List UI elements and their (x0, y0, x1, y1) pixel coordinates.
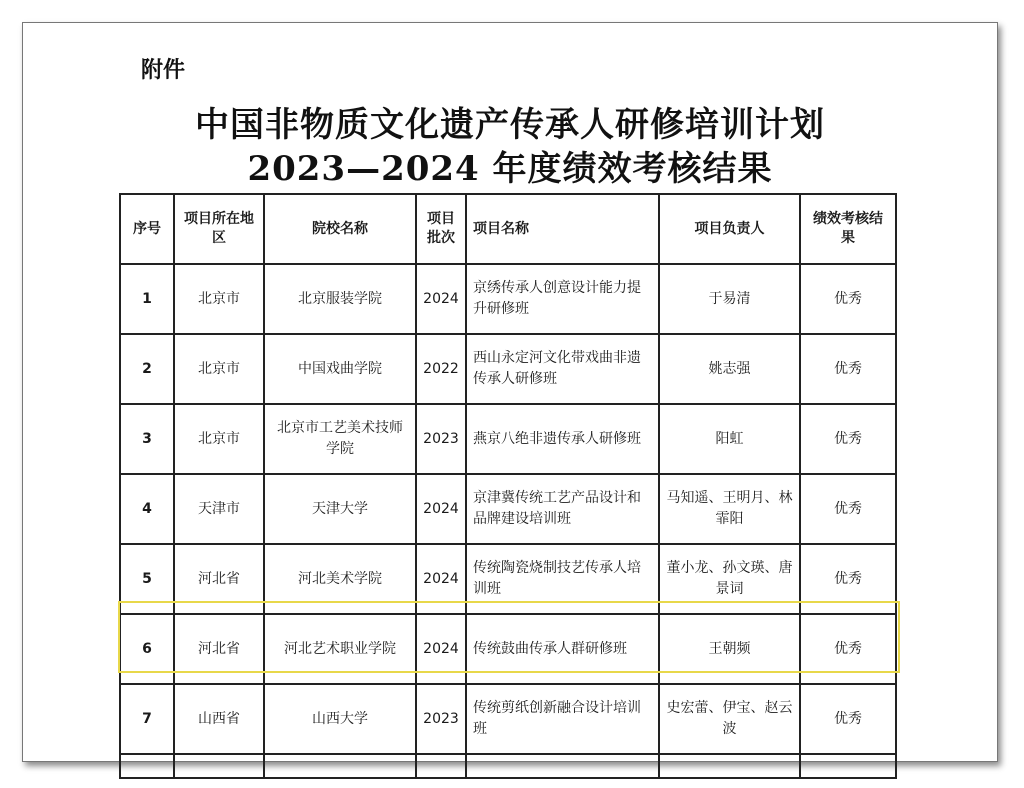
cell-empty (120, 754, 174, 778)
cell-result: 优秀 (800, 334, 896, 404)
cell-leader: 于易清 (659, 264, 800, 334)
cell-seq: 4 (120, 474, 174, 544)
cell-batch: 2024 (416, 474, 466, 544)
cell-empty (416, 754, 466, 778)
cell-result: 优秀 (800, 264, 896, 334)
cell-batch: 2023 (416, 684, 466, 754)
cell-leader: 董小龙、孙文瑛、唐景词 (659, 544, 800, 614)
cell-seq: 3 (120, 404, 174, 474)
header-school: 院校名称 (264, 194, 416, 264)
cell-empty (174, 754, 264, 778)
header-region: 项目所在地区 (174, 194, 264, 264)
cell-leader: 马知遥、王明月、林霏阳 (659, 474, 800, 544)
cell-batch: 2024 (416, 544, 466, 614)
cell-project: 传统陶瓷烧制技艺传承人培训班 (466, 544, 659, 614)
table-row (120, 404, 896, 474)
table-row (120, 474, 896, 544)
table-row (120, 334, 896, 404)
attachment-label: 附件 (141, 58, 186, 83)
cell-leader: 阳虹 (659, 404, 800, 474)
cell-leader: 王朝频 (659, 614, 800, 684)
cell-result: 优秀 (800, 544, 896, 614)
cell-school: 河北美术学院 (264, 544, 416, 614)
cell-region: 天津市 (174, 474, 264, 544)
cell-region: 山西省 (174, 684, 264, 754)
table-row (120, 544, 896, 614)
cell-empty (264, 754, 416, 778)
cell-result: 优秀 (800, 614, 896, 684)
table-row (120, 684, 896, 754)
cell-result: 优秀 (800, 404, 896, 474)
cell-region: 河北省 (174, 544, 264, 614)
cell-empty (466, 754, 659, 778)
cell-school: 山西大学 (264, 684, 416, 754)
header-seq: 序号 (120, 194, 174, 264)
cell-region: 北京市 (174, 334, 264, 404)
table-row-partial (120, 754, 896, 778)
header-batch: 项目批次 (416, 194, 466, 264)
document-page (22, 22, 998, 762)
cell-leader: 史宏蕾、伊宝、赵云波 (659, 684, 800, 754)
header-leader: 项目负责人 (659, 194, 800, 264)
table-row-highlighted (120, 614, 896, 684)
table-row (120, 264, 896, 334)
cell-region: 河北省 (174, 614, 264, 684)
cell-result: 优秀 (800, 474, 896, 544)
cell-batch: 2024 (416, 614, 466, 684)
results-table (119, 193, 897, 779)
cell-project: 传统鼓曲传承人群研修班 (466, 614, 659, 684)
cell-project: 京绣传承人创意设计能力提升研修班 (466, 264, 659, 334)
cell-school: 北京市工艺美术技师学院 (264, 404, 416, 474)
header-project: 项目名称 (466, 194, 659, 264)
table-header-row (120, 194, 896, 264)
cell-empty (800, 754, 896, 778)
cell-project: 燕京八绝非遗传承人研修班 (466, 404, 659, 474)
cell-batch: 2023 (416, 404, 466, 474)
document-title (23, 103, 997, 191)
title-line-2: 2023—2024 年度绩效考核结果 (247, 149, 773, 189)
cell-seq: 6 (120, 614, 174, 684)
cell-seq: 7 (120, 684, 174, 754)
cell-project: 西山永定河文化带戏曲非遗传承人研修班 (466, 334, 659, 404)
cell-school: 天津大学 (264, 474, 416, 544)
cell-batch: 2024 (416, 264, 466, 334)
cell-seq: 1 (120, 264, 174, 334)
cell-seq: 5 (120, 544, 174, 614)
cell-seq: 2 (120, 334, 174, 404)
cell-school: 中国戏曲学院 (264, 334, 416, 404)
cell-project: 传统剪纸创新融合设计培训班 (466, 684, 659, 754)
cell-school: 北京服装学院 (264, 264, 416, 334)
cell-batch: 2022 (416, 334, 466, 404)
cell-region: 北京市 (174, 264, 264, 334)
cell-leader: 姚志强 (659, 334, 800, 404)
cell-region: 北京市 (174, 404, 264, 474)
cell-result: 优秀 (800, 684, 896, 754)
header-result: 绩效考核结果 (800, 194, 896, 264)
title-line-1: 中国非物质文化遗产传承人研修培训计划 (195, 105, 825, 145)
cell-project: 京津冀传统工艺产品设计和品牌建设培训班 (466, 474, 659, 544)
cell-school: 河北艺术职业学院 (264, 614, 416, 684)
cell-empty (659, 754, 800, 778)
